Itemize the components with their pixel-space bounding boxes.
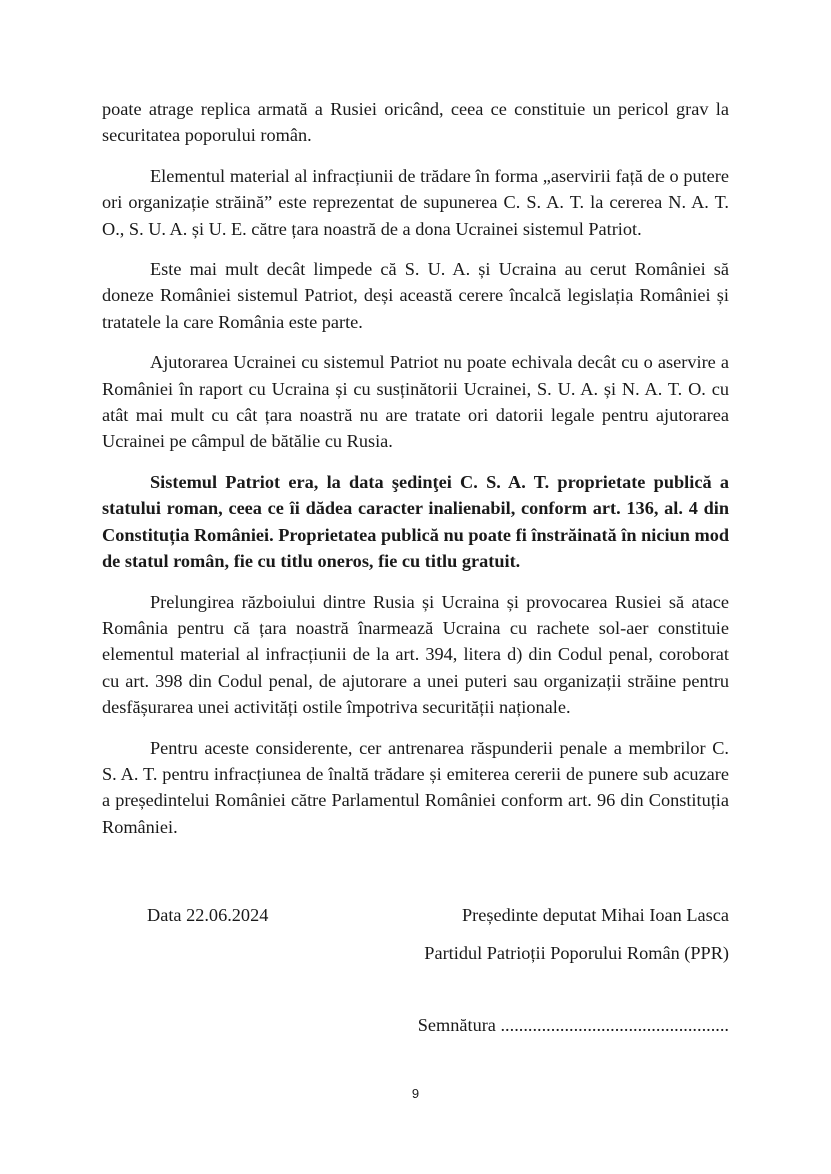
paragraph-public-property: Sistemul Patriot era, la data şedinţei C. S. A. T. proprietate publică a statului roman, ceea ce îi dădea caracter inalienabil, conform art. 136, al. 4 din Constituția României. Proprietatea publică nu poate fi înstrăinată în niciun mod de statul român, fie cu titlu oneros, fie cu titlu gratuit.	[102, 471, 729, 572]
document-body	[102, 96, 729, 854]
paragraph-aid-ukraine: Ajutorarea Ucrainei cu sistemul Patriot nu poate echivala decât cu o aservire a României în raport cu Ucraina și cu susținătorii Ucrainei, S. U. A. și N. A. T. O. cu atât mai mult cu cât țara noastră nu are tratate ori datorii legale pentru ajutorarea Ucrainei pe câmpul de bătălie cu Rusia.	[102, 352, 729, 452]
paragraph-usa-request: Este mai mult decât limpede că S. U. A. și Ucraina au cerut României să doneze României sistemul Patriot, deși această cerere încalcă legislația României și tratatele la care România este parte.	[102, 259, 729, 332]
signature-line: Semnătura ..................................................	[417, 1015, 729, 1035]
paragraph-continuation: poate atrage replica armată a Rusiei oricând, ceea ce constituie un pericol grav la securitatea poporului român.	[102, 99, 729, 146]
paragraph-material-element: Elementul material al infracțiunii de trădare în forma „aservirii față de o putere ori organizație străină” este reprezentat de supunerea C. S. A. T. la cererea N. A. T. O., S. U. A. și U. E. către țara noastră de a dona Ucrainei sistemul Patriot.	[102, 165, 729, 239]
signature-date: Data 22.06.2024	[147, 905, 269, 925]
signature-president: Președinte deputat Mihai Ioan Lasca	[461, 905, 729, 925]
signature-party: Partidul Patrioții Poporului Român (PPR)	[424, 943, 729, 963]
paragraph-war-prolongation: Prelungirea războiului dintre Rusia și Ucraina și provocarea Rusiei să atace România pentru că țara noastră înarmează Ucraina cu rachete sol-aer constituie elementul material al infracțiunii de la art. 394, litera d) din Codul penal, coroborat cu art. 398 din Codul penal, de ajutorare a unei puteri sau organizații străine pentru desfășurarea unei activități ostile împotriva securității naționale.	[102, 591, 729, 718]
paragraph-conclusion: Pentru aceste considerente, cer antrenarea răspunderii penale a membrilor C. S. A. T. pentru infracțiunea de înaltă trădare și emiterea cererii de punere sub acuzare a președintelui României către Parlamentul României conform art. 96 din Constituția României.	[102, 737, 729, 837]
page-number: 9	[411, 1086, 420, 1101]
